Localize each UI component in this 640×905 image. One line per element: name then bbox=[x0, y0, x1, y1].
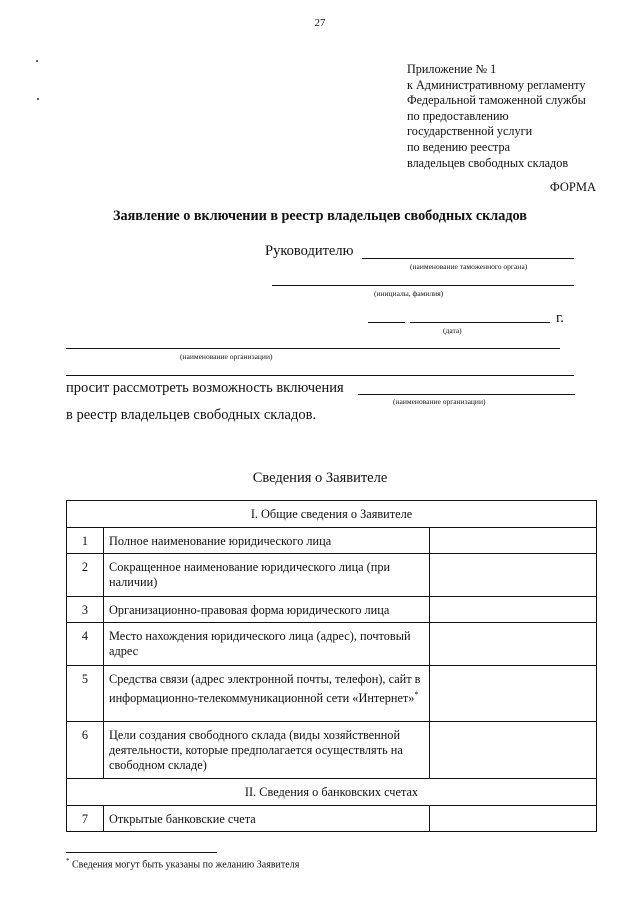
appendix-line: владельцев свободных складов bbox=[407, 155, 569, 170]
scan-speck bbox=[37, 98, 39, 100]
appendix-line: Приложение № 1 bbox=[407, 62, 497, 76]
scan-speck bbox=[36, 60, 38, 62]
row-number: 7 bbox=[67, 806, 104, 832]
row-label: Организационно-правовая форма юридического лица bbox=[104, 597, 430, 623]
row-number: 4 bbox=[67, 623, 104, 666]
row-value-cell[interactable] bbox=[430, 722, 597, 779]
table-row bbox=[67, 666, 597, 722]
row-number: 2 bbox=[67, 554, 104, 597]
row-value-cell[interactable] bbox=[430, 554, 597, 597]
footnote-mark: * bbox=[66, 857, 70, 865]
row-number: 3 bbox=[67, 597, 104, 623]
row-label: Место нахождения юридического лица (адрес), почтовый адрес bbox=[104, 623, 430, 666]
row-label: Цели создания свободного склада (виды хозяйственной деятельности, которые предполагается осуществлять на свободном складе) bbox=[104, 722, 430, 779]
section-title: Сведения о Заявителе bbox=[252, 470, 388, 486]
initials-field[interactable] bbox=[272, 285, 574, 286]
table-row bbox=[67, 528, 597, 554]
row-label: Открытые банковские счета bbox=[104, 806, 430, 832]
footnote bbox=[66, 857, 299, 870]
initials-caption: (инициалы, фамилия) bbox=[374, 289, 444, 298]
document-title: Заявление о включении в реестр владельцев свободных складов bbox=[113, 208, 527, 224]
table-row bbox=[67, 554, 597, 597]
customs-authority-caption: (наименование таможенного органа) bbox=[410, 262, 528, 271]
appendix-block bbox=[407, 62, 586, 171]
row-value-cell[interactable] bbox=[430, 528, 597, 554]
row-value-cell[interactable] bbox=[430, 597, 597, 623]
appendix-line: Федеральной таможенной службы bbox=[407, 93, 586, 108]
request-organization-field[interactable] bbox=[358, 394, 575, 395]
date-day-field[interactable] bbox=[368, 322, 405, 323]
applicant-info-table bbox=[66, 500, 597, 832]
row-number: 5 bbox=[67, 666, 104, 722]
table-row bbox=[67, 806, 597, 832]
page-number: 27 bbox=[314, 17, 326, 29]
appendix-line: по предоставлению bbox=[407, 108, 509, 123]
appendix-line: государственной услуги bbox=[407, 124, 533, 139]
row-label: Сокращенное наименование юридического лица (при наличии) bbox=[104, 554, 430, 597]
request-text: просит рассмотреть возможность включения bbox=[66, 380, 344, 396]
year-suffix: г. bbox=[556, 310, 564, 326]
date-field[interactable] bbox=[410, 322, 550, 323]
date-caption: (дата) bbox=[443, 326, 462, 335]
table-section-heading: I. Общие сведения о Заявителе bbox=[67, 501, 597, 528]
table-row bbox=[67, 597, 597, 623]
footnote-mark: * bbox=[414, 690, 419, 699]
form-label: ФОРМА bbox=[549, 180, 596, 194]
organization-caption: (наименование организации) bbox=[180, 352, 273, 361]
organization-field-continued[interactable] bbox=[66, 375, 574, 376]
appendix-line: к Административному регламенту bbox=[407, 77, 586, 92]
row-label: Полное наименование юридического лица bbox=[104, 528, 430, 554]
recipient-label: Руководителю bbox=[265, 243, 354, 259]
table-section-heading: II. Сведения о банковских счетах bbox=[67, 779, 597, 806]
row-label bbox=[104, 666, 430, 722]
row-value-cell[interactable] bbox=[430, 623, 597, 666]
table-row bbox=[67, 722, 597, 779]
row-number: 6 bbox=[67, 722, 104, 779]
organization-field[interactable] bbox=[66, 348, 560, 349]
appendix-line: по ведению реестра bbox=[407, 139, 511, 154]
footnote-text: Сведения могут быть указаны по желанию Заявителя bbox=[69, 859, 300, 871]
row-number: 1 bbox=[67, 528, 104, 554]
row-value-cell[interactable] bbox=[430, 666, 597, 722]
customs-authority-field[interactable] bbox=[362, 258, 574, 259]
request-text-continued: в реестр владельцев свободных складов. bbox=[66, 407, 317, 423]
row-value-cell[interactable] bbox=[430, 806, 597, 832]
table-row bbox=[67, 623, 597, 666]
footnote-divider bbox=[66, 852, 217, 853]
request-organization-caption: (наименование организации) bbox=[393, 397, 486, 406]
row-label-text: Средства связи (адрес электронной почты, телефон), сайт в информационно-телекоммуникационной сети «Интернет» bbox=[109, 672, 421, 706]
